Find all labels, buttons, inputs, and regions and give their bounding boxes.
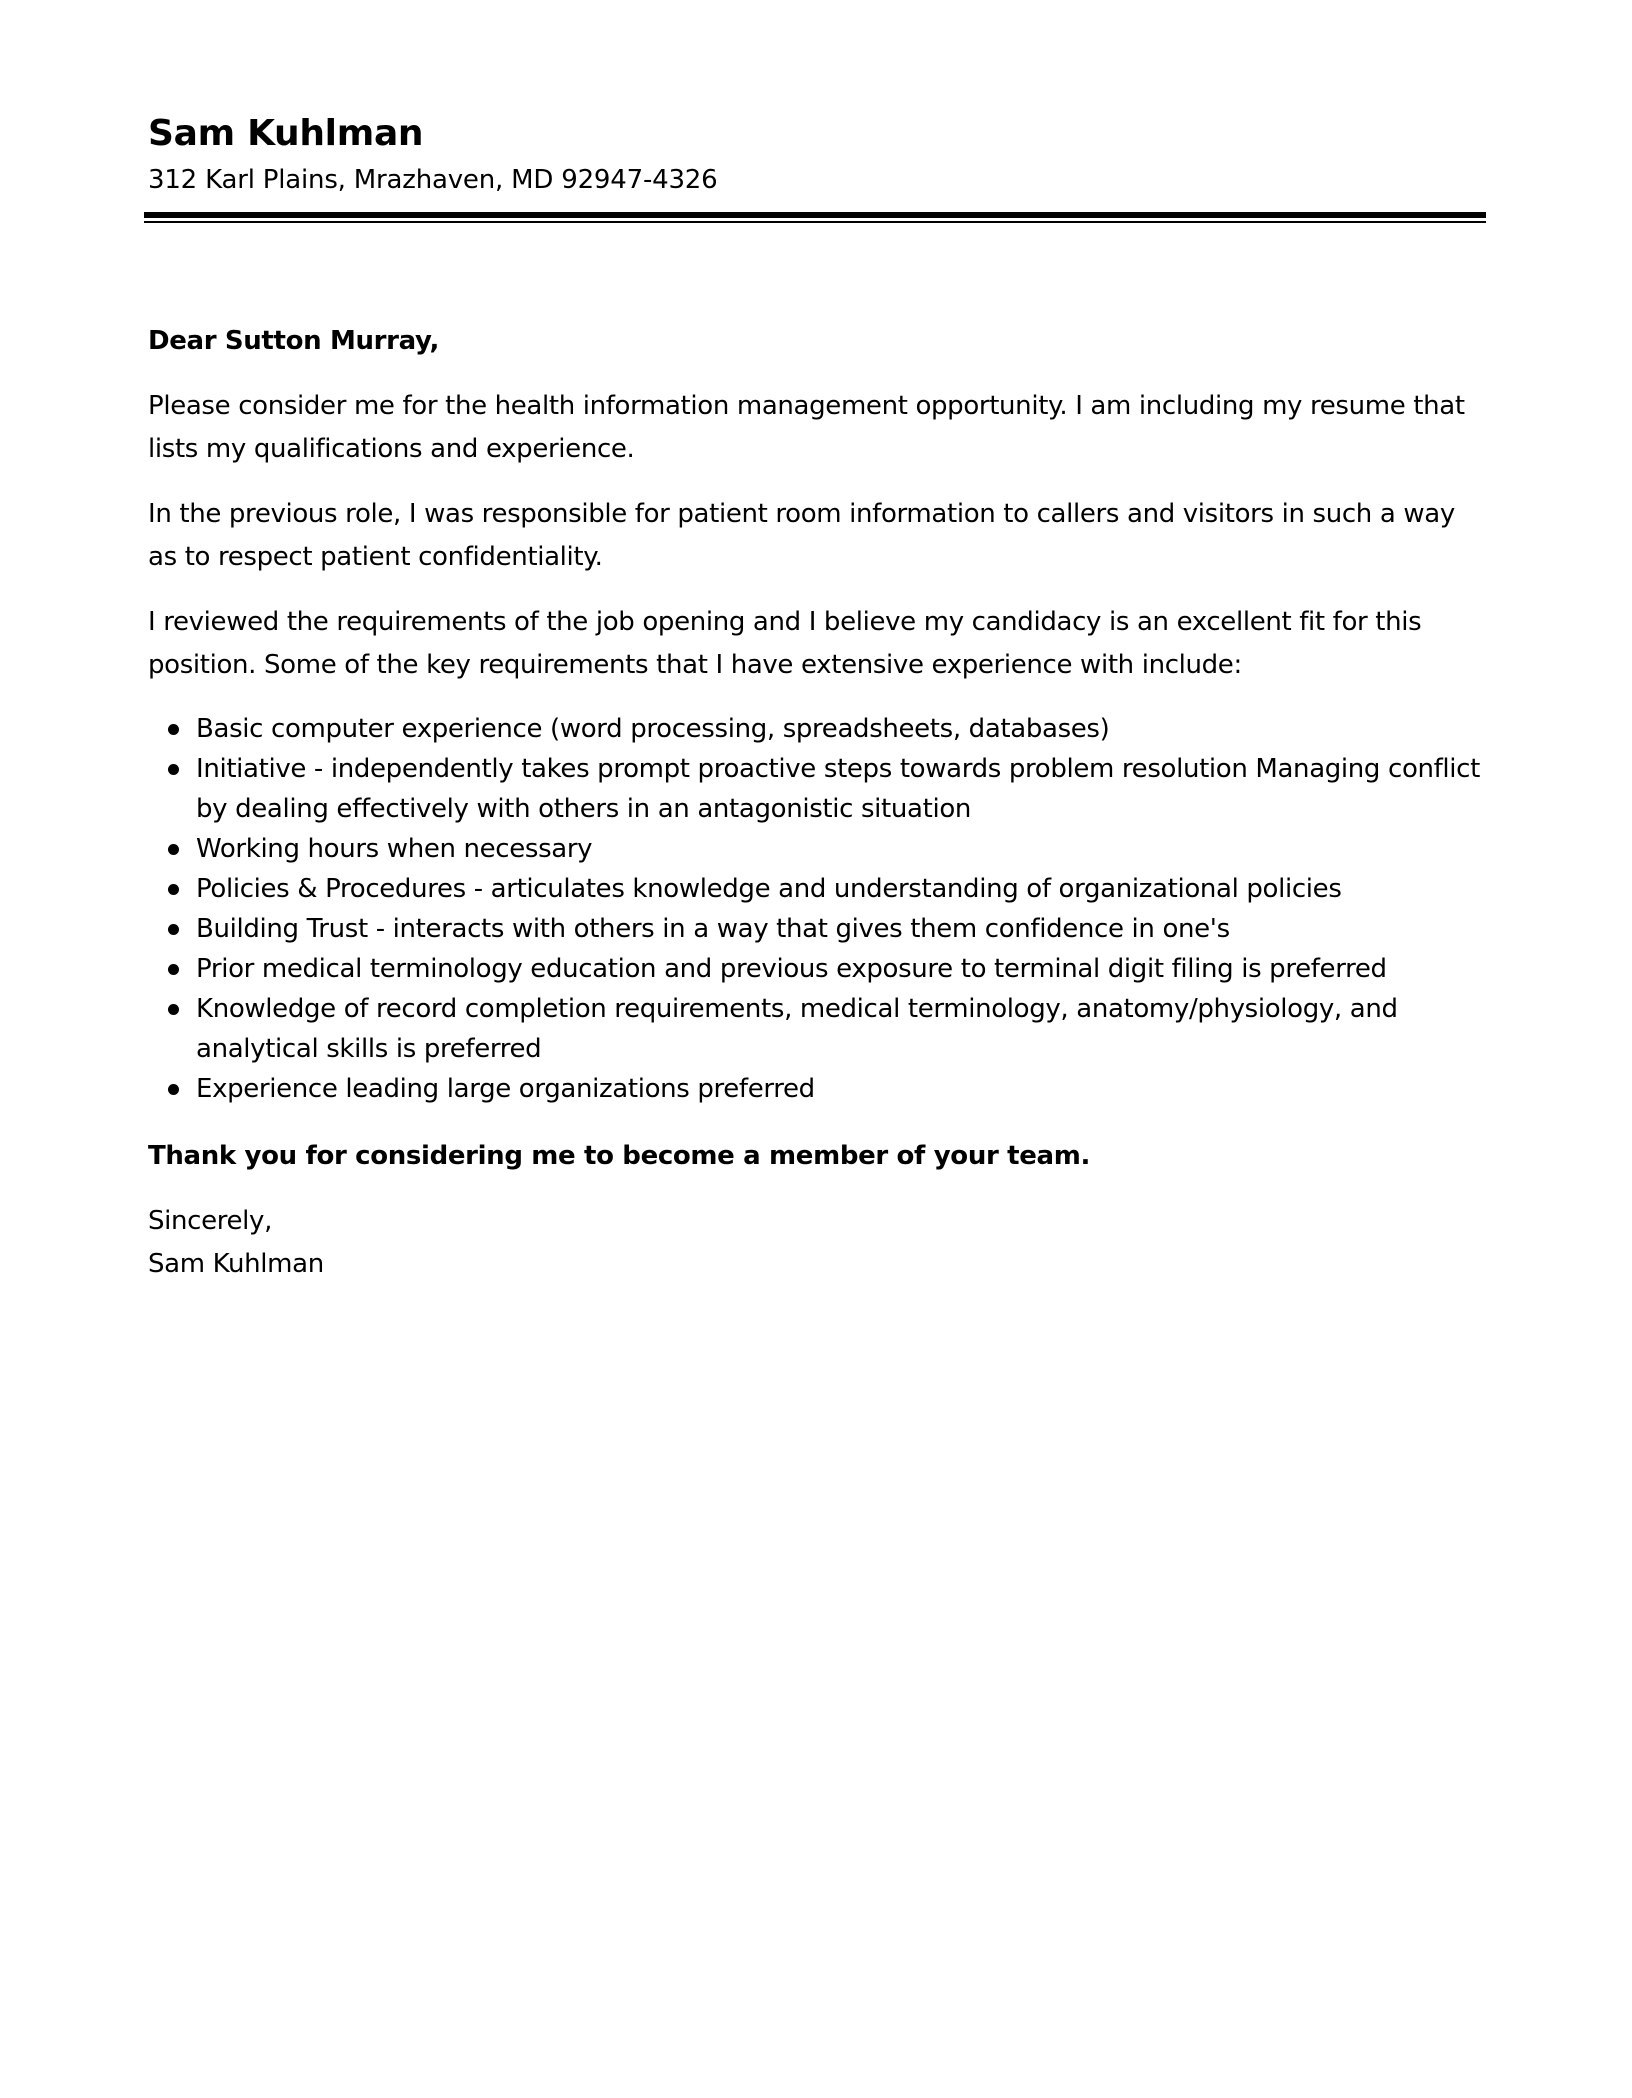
letter-header: [148, 108, 1488, 200]
intro-paragraph: Please consider me for the health information management opportunity. I am including my resume that lists my qualifications and experience.: [148, 391, 1465, 464]
bullet-icon: [168, 964, 179, 975]
list-item-text: Knowledge of record completion requirements, medical terminology, anatomy/physiology, and analytical skills is preferred: [196, 994, 1398, 1064]
header-divider-thick: [144, 212, 1486, 218]
bullet-icon: [168, 724, 179, 735]
signature-name: Sam Kuhlman: [148, 1249, 324, 1279]
greeting: Dear Sutton Murray,: [148, 326, 440, 356]
sender-name: Sam Kuhlman: [148, 113, 424, 154]
valediction: Sincerely,: [148, 1206, 272, 1236]
list-item-text: Building Trust - interacts with others in a way that gives them confidence in one's: [196, 914, 1230, 944]
header-divider-thin: [144, 221, 1486, 223]
list-item-text: Working hours when necessary: [196, 834, 593, 864]
list-item-text: Basic computer experience (word processing, spreadsheets, databases): [196, 714, 1110, 744]
list-item: [148, 989, 1488, 1069]
list-item-text: Initiative - independently takes prompt proactive steps towards problem resolution Managing conflict by dealing effectively with others in an antagonistic situation: [196, 754, 1480, 824]
list-item: [148, 829, 1488, 869]
bullet-icon: [168, 884, 179, 895]
experience-paragraph: In the previous role, I was responsible for patient room information to callers and visitors in such a way as to respect patient confidentiality.: [148, 499, 1455, 572]
requirements-list: [148, 709, 1488, 1109]
list-item: [148, 709, 1488, 749]
list-item: [148, 749, 1488, 829]
bullet-icon: [168, 844, 179, 855]
list-item: [148, 1069, 1488, 1109]
list-item: [148, 909, 1488, 949]
requirements-paragraph: I reviewed the requirements of the job opening and I believe my candidacy is an excellent fit for this position. Some of the key requirements that I have extensive experience with include:: [148, 607, 1422, 680]
list-item-text: Policies & Procedures - articulates knowledge and understanding of organizational policies: [196, 874, 1342, 904]
list-item: [148, 869, 1488, 909]
list-item: [148, 949, 1488, 989]
sender-address: 312 Karl Plains, Mrazhaven, MD 92947-4326: [148, 165, 718, 195]
bullet-icon: [168, 1084, 179, 1095]
bullet-icon: [168, 924, 179, 935]
list-item-text: Experience leading large organizations preferred: [196, 1074, 815, 1104]
closing-line: Thank you for considering me to become a member of your team.: [148, 1141, 1090, 1171]
bullet-icon: [168, 1004, 179, 1015]
list-item-text: Prior medical terminology education and previous exposure to terminal digit filing is preferred: [196, 954, 1387, 984]
letter-body: [148, 320, 1488, 1286]
bullet-icon: [168, 764, 179, 775]
